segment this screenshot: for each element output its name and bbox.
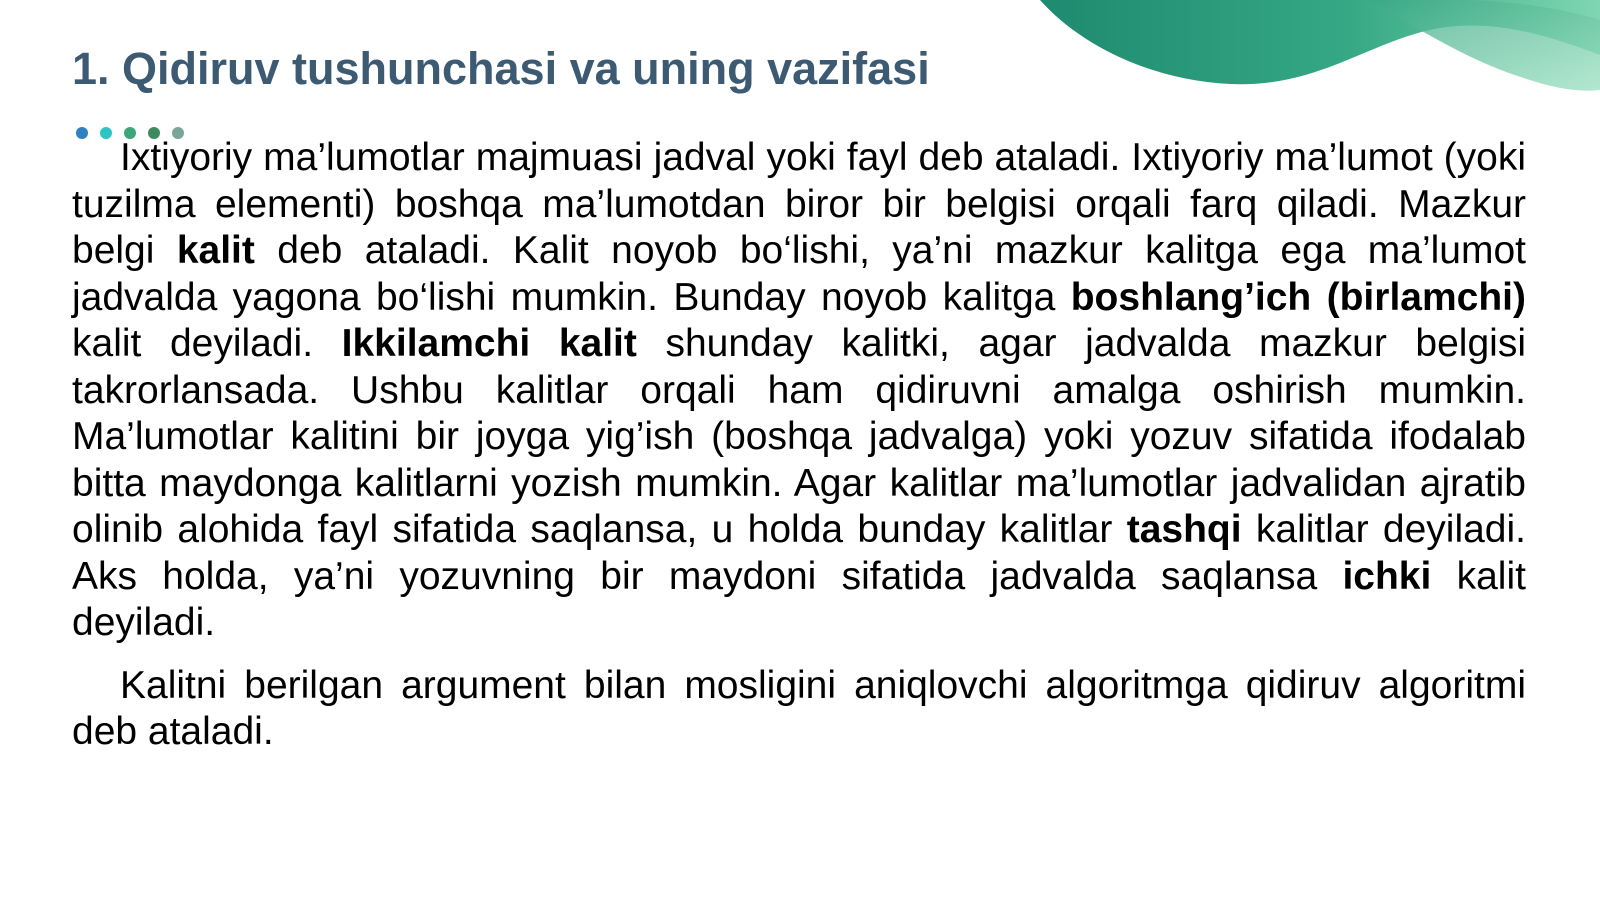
bold-term: kalit xyxy=(176,229,255,272)
bold-term: boshlang’ich (birlamchi) xyxy=(1070,275,1526,319)
decorative-wave xyxy=(1040,0,1600,110)
slide-title: 1. Qidiruv tushunchasi va uning vazifasi xyxy=(72,43,930,94)
body-paragraph xyxy=(72,663,1526,756)
paragraph-text: kalitlar deyiladi. Aks holda, ya’ni yozuvning bir maydoni sifatida jadvalda saqlansa xyxy=(72,508,1526,598)
slide-body xyxy=(72,135,1526,756)
bold-term: Ikkilamchi kalit xyxy=(341,322,637,365)
paragraph-text: kalit deyiladi. xyxy=(72,322,342,365)
paragraph-text: Kalitni berilgan argument bilan mosligini aniqlovchi algoritmga qidiruv algoritmi deb ataladi. xyxy=(72,663,1526,753)
bold-term: ichki xyxy=(1342,554,1432,598)
paragraph-text: kalit deyiladi. xyxy=(72,554,1526,644)
paragraph-text: Ixtiyoriy ma’lumotlar majmuasi jadval yoki fayl deb ataladi. Ixtiyoriy ma’lumot (yoki tuzilma elementi) boshqa ma’lumotdan biror bir belgisi orqali farq qiladi. Mazkur belgi xyxy=(72,136,1526,272)
paragraph-text: shunday kalitki, agar jadvalda mazkur belgisi takrorlansada. Ushbu kalitlar orqali ham qidiruvni amalga oshirish mumkin. Ma’lumotlar kalitini bir joyga yig’ish (boshqa jadvalga) yoki yozuv sifatida ifodalab bitta maydonga kalitlarni yozish mumkin. Agar kalitlar ma’lumotlar jadvalidan ajratib olinib alohida fayl sifatida saqlansa, u holda bunday kalitlar xyxy=(72,322,1526,551)
body-paragraph xyxy=(72,135,1526,647)
bold-term: tashqi xyxy=(1126,508,1242,551)
paragraph-text: deb ataladi. Kalit noyob bo‘lishi, ya’ni mazkur kalitga ega ma’lumot jadvalda yagona bo‘lishi mumkin. Bunday noyob kalitga xyxy=(72,229,1527,319)
